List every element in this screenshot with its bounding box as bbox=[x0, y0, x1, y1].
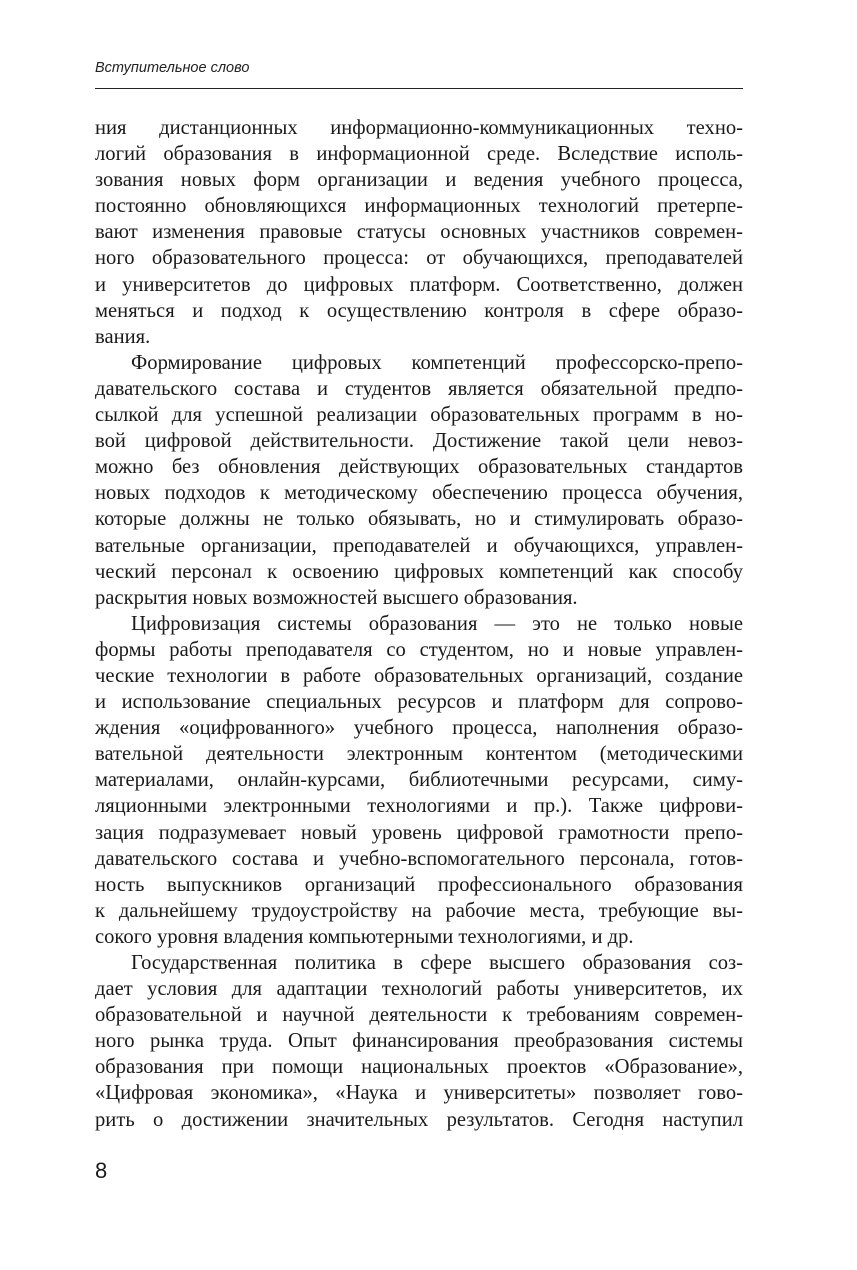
text-line: сылкой для успешной реализации образовательных программ в но- bbox=[95, 404, 743, 427]
text-line: которые должны не только обязывать, но и стимулировать образо- bbox=[95, 508, 743, 531]
paragraph bbox=[95, 950, 743, 1133]
text-line: логий образования в информационной среде. Вследствие исполь- bbox=[95, 143, 743, 166]
text-line: формы работы преподавателя со студентом, но и новые управлен- bbox=[95, 638, 743, 661]
text-line: «Цифровая экономика», «Наука и университеты» позволяет гово- bbox=[95, 1082, 743, 1105]
text-line: рить о достижении значительных результатов. Сегодня наступил bbox=[95, 1108, 743, 1131]
body-text bbox=[95, 115, 743, 1133]
text-line: меняться и подход к осуществлению контроля в сфере образо- bbox=[95, 299, 743, 322]
running-title: Вступительное слово bbox=[95, 60, 250, 76]
text-line: ческие технологии в работе образовательных организаций, создание bbox=[95, 664, 743, 687]
text-line: ния дистанционных информационно-коммуникационных техно- bbox=[95, 117, 743, 139]
text-line: сокого уровня владения компьютерными технологиями, и др. bbox=[95, 925, 634, 948]
text-line: давательского состава и учебно-вспомогательного персонала, готов- bbox=[95, 847, 743, 870]
text-line: ность выпускников организаций профессионального образования bbox=[95, 873, 743, 896]
text-line: вой цифровой действительности. Достижение такой цели невоз- bbox=[95, 430, 743, 453]
text-line: зования новых форм организации и ведения учебного процесса, bbox=[95, 169, 743, 192]
text-line: материалами, онлайн-курсами, библиотечными ресурсами, симу- bbox=[95, 769, 743, 792]
text-line: Цифровизация системы образования — это не только новые bbox=[131, 612, 743, 635]
paragraph bbox=[95, 115, 743, 350]
text-line: раскрытия новых возможностей высшего образования. bbox=[95, 586, 578, 609]
text-line: и использование специальных ресурсов и платформ для сопрово- bbox=[95, 691, 743, 714]
text-line: и университетов до цифровых платформ. Соответственно, должен bbox=[95, 273, 743, 296]
text-line: вания. bbox=[95, 325, 151, 348]
text-line: ляционными электронными технологиями и пр.). Также цифрови- bbox=[95, 795, 743, 818]
text-line: ного рынка труда. Опыт финансирования преобразования системы bbox=[95, 1030, 743, 1053]
text-line: можно без обновления действующих образовательных стандартов bbox=[95, 456, 743, 479]
text-line: вательные организации, преподавателей и обучающихся, управлен- bbox=[95, 534, 743, 557]
text-line: ного образовательного процесса: от обучающихся, преподавателей bbox=[95, 247, 743, 270]
paragraph bbox=[95, 350, 743, 611]
paragraph bbox=[95, 611, 743, 950]
text-line: образования при помощи национальных проектов «Образование», bbox=[95, 1056, 743, 1079]
text-line: вательной деятельности электронным контентом (методическими bbox=[95, 743, 743, 766]
text-line: к дальнейшему трудоустройству на рабочие места, требующие вы- bbox=[95, 899, 743, 922]
text-line: вают изменения правовые статусы основных участников современ- bbox=[95, 221, 743, 244]
text-line: ческий персонал к освоению цифровых компетенций как способу bbox=[95, 560, 743, 583]
text-line: дает условия для адаптации технологий работы университетов, их bbox=[95, 978, 743, 1001]
text-line: ждения «оцифрованного» учебного процесса, наполнения образо- bbox=[95, 717, 743, 740]
text-line: новых подходов к методическому обеспечению процесса обучения, bbox=[95, 482, 743, 505]
header-divider bbox=[95, 88, 743, 89]
text-line: постоянно обновляющихся информационных технологий претерпе- bbox=[95, 195, 743, 218]
text-line: давательского состава и студентов является обязательной предпо- bbox=[95, 377, 743, 400]
text-line: образовательной и научной деятельности к требованиям современ- bbox=[95, 1004, 743, 1027]
text-line: Государственная политика в сфере высшего образования соз- bbox=[131, 952, 743, 974]
page-number: 8 bbox=[95, 1158, 108, 1183]
text-line: Формирование цифровых компетенций профессорско-препо- bbox=[131, 351, 743, 374]
text-line: зация подразумевает новый уровень цифровой грамотности препо- bbox=[95, 821, 743, 844]
